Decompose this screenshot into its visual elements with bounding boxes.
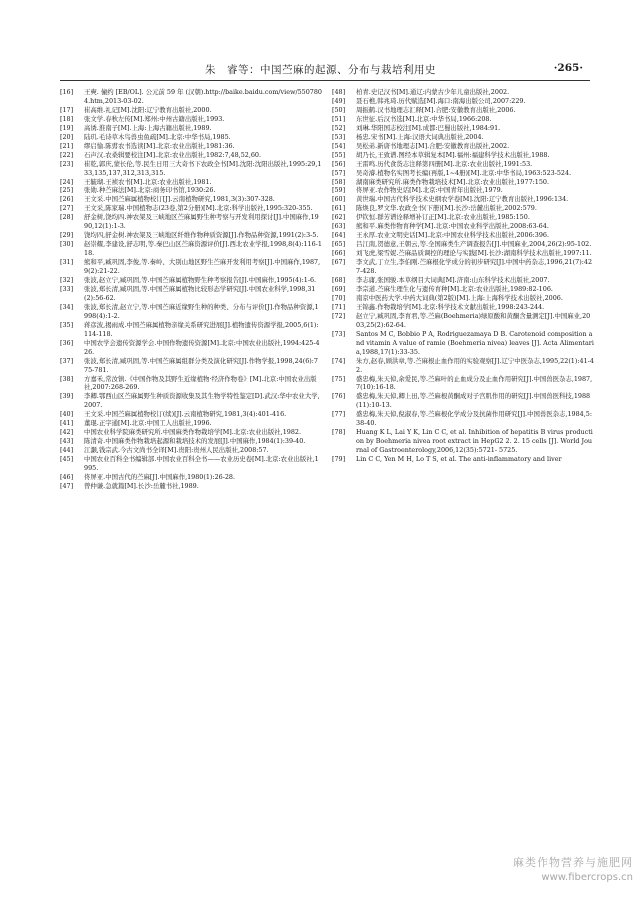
reference-number: [25] [60,186,74,195]
reference-text: 石声汉.农桑辑要校注[M].北京:农业出版社,1982:7,48,52,60. [84,150,262,159]
watermark-url: www.fibercrops.cn [541,872,633,883]
running-title: 朱 睿等：中国苎麻的起源、分布与栽培利用史 [205,64,436,76]
reference-number: [36] [60,338,74,347]
reference-item [60,410,322,419]
reference-item [60,231,322,240]
reference-number: [20] [60,132,74,141]
reference-text: 南京中医药大学.中药大词典(第2版)[M].上海:上海科学技术出版社,2006. [356,293,563,302]
reference-number: [38] [60,374,74,383]
reference-text: 周振鹤.汉书地理志汇释[M].合肥:安徽教育出版社,2006. [356,105,516,114]
reference-number: [53] [332,132,346,141]
reference-number: [47] [60,481,74,490]
reference-number: [17] [60,105,74,114]
reference-number: [34] [60,302,74,311]
reference-text: 陈清奇.中国麻类作物栽培起源和栽培技术的发展[J].中国麻作,1984(1):39-40. [84,437,306,446]
reference-number: [70] [332,293,346,302]
reference-item [332,294,594,303]
reference-item [332,330,594,357]
reference-number: [67] [332,258,346,267]
reference-text: 王永厚.农业文明史话[M].北京:中国农业科学技术出版社,2006:396. [356,231,550,240]
reference-text: 李文武,丁立生,李伯刚.苎麻根化学成分的初步研究[J].中国中药杂志,1996,21(7):427-428. [356,258,593,276]
reference-number: [24] [60,177,74,186]
reference-item [60,375,322,393]
reference-item [60,133,322,142]
reference-text: 王奭. 僮约 [EB/OL]. 公元前 59 年 (汉朝).http://baike.baidu.com/view/5507804.htm,2013-03-02. [84,88,323,105]
reference-text: 饶均四,舒金树.神农架及三峡地区纤维作物种质资源[J].作物品种资源,1991(2):3-5. [84,231,319,240]
reference-number: [72] [332,311,346,320]
reference-item [332,124,594,133]
reference-text: 刘琳.华阳国志校注[M].成都:巴蜀出版社,1984:91. [356,123,501,132]
reference-item [60,258,322,276]
reference-item [60,124,322,133]
reference-item [60,357,322,375]
reference-number: [42] [60,428,74,437]
reference-number: [46] [60,472,74,481]
reference-text: 陈焕良,罗文华.农政全书(下册)[M].长沙:岳麓出版社,2002:579. [356,204,537,213]
reference-text: 朱方,赵春,顾洪章,等.苎麻根止血作用的实验观察[J].辽宁中医杂志,1995,22(1):41-42. [356,356,594,374]
reference-text: 杨忠.宋书[M].上海:汉语大词典出版社,2004. [356,132,484,141]
reference-number: [48] [332,88,346,96]
reference-text: 王文采.中国苎麻属植物校订(续)[J].云南植物研究,1981,3(4):401-416. [84,410,287,419]
reference-text: 吕江南,贺德意,王朝云,等.全国麻类生产调查报告[J].中国麻业,2004,26(2):95-102. [356,240,592,249]
reference-text: 湖南麻类研究所.麻类作物栽培技术[M].北京:农业出版社,1977:150. [356,177,550,186]
reference-number: [64] [332,231,346,240]
reference-text: 熊和平.麻类作物育种学[M].北京:中国农业科学出版社,2008:63-64. [356,222,549,231]
reference-text: 陆玑.毛诗草木鸟兽虫鱼疏[M].北京:中华书局,1985. [84,132,231,141]
reference-item [332,357,594,375]
reference-text: 蒋彦波,揭雨成.中国苎麻属植物亲缘关系研究进展[J].植物遗传资源学报,2005,6(1):114-118. [84,320,319,338]
reference-number: [78] [332,428,346,437]
reference-item [60,303,322,321]
reference-list-right [332,88,594,464]
reference-text: 王雷鸣.历代食货志注释第四册[M].北京:农业出版社,1991:53. [356,159,533,168]
reference-text: 张勋.种苎麻法[M].北京:商务印书馆,1930:26. [84,186,216,195]
reference-item [60,392,322,410]
reference-text: 曾仲谦.急就篇[M].长沙:岳麓书社,1989. [84,481,199,490]
reference-item [60,106,322,115]
reference-item [332,213,594,222]
reference-text: 佟屏亚.中国古代的苎麻[J].中国麻作,1980(1):26-28. [84,472,236,481]
reference-number: [68] [332,276,346,285]
reference-item [60,276,322,285]
page-header [0,0,641,90]
reference-number: [66] [332,249,346,258]
reference-text: 胡乃长,王致谱.图经本草辑复本[M].福州:福建科学技术出版社,1988. [356,150,550,159]
reference-number: [63] [332,222,346,231]
reference-number: [54] [332,141,346,150]
reference-item [60,151,322,160]
reference-text: 高诱.淮南子[M].上海:上海古籍出版社,1989. [84,123,212,132]
reference-number: [28] [60,213,74,222]
reference-number: [32] [60,276,74,285]
reference-text: 方嘉禾,常汝镇.《中国作物及其野生近缘植物·经济作物卷》[M].北京:中国农业出版社,2007:268-269. [84,374,317,392]
reference-number: [73] [332,329,346,338]
reference-number: [16] [60,88,74,96]
reference-item [332,410,594,428]
reference-item [60,240,322,258]
reference-item [332,88,594,97]
watermark [498,854,633,883]
reference-number: [40] [60,410,74,419]
reference-number: [51] [332,114,346,123]
reference-text: 张波,郑长清,臧巩固,等.中国苎麻属组群分类及演化研究[J].作物学报,1998,24(6):775-781. [84,356,318,374]
reference-text: 张波,赵立宁,臧巩固,等.中国苎麻属植物野生种考察报告[J].中国麻作,1995(4):1-6. [84,276,317,285]
reference-number: [21] [60,141,74,150]
reference-item [60,455,322,473]
reference-number: [29] [60,231,74,240]
reference-number: [43] [60,437,74,446]
reference-number: [71] [332,302,346,311]
reference-text: 黄世瑞.中国古代科学技术史纲农学卷[M].沈阳:辽宁教育出版社,1996:134. [356,195,569,204]
reference-text: 盛忠梅,朱天倬,倪淑春,等.苎麻根化学成分及抗菌作用研究[J].中国兽医杂志,1984,5:38-40. [356,410,592,428]
reference-text: 东世征.后汉书选[M].北京:中华书局,1966:208. [356,114,492,123]
reference-text: 江灏,钱宗武.今古文尚书全译[M].贵阳:贵州人民出版社,2008:57. [84,446,269,455]
reference-text: 崔乾,郭庆,蒙长伦,等.民生日用三大奇书下农政全书[M].沈阳:沈阳出版社,1995:29,133,135,137,312,313,315. [84,159,322,177]
reference-text: 中国农业百科全书编辑部.中国农业百科全书——农业历史卷[M].北京:农业出版社,1995. [84,455,319,473]
reference-number: [45] [60,455,74,464]
reference-text: 张波,郑长清,臧巩固,等.中国苎麻属植物比较形态学研究[J].中国农业科学,1998,31(2):56-62. [84,284,316,302]
reference-item [332,276,594,285]
reference-number: [57] [332,168,346,177]
reference-item [60,428,322,437]
reference-text: 佟屏亚.农作物史话[M].北京:中国青年出版社,1979. [356,186,503,195]
reference-item [60,160,322,178]
reference-item [332,222,594,231]
reference-text: 张波,郑长清,赵立宁,等.中国苎麻近缘野生种的种类、分布与评价[J].作物品种资源,1998(4):1-2. [84,302,319,320]
reference-number: [31] [60,258,74,267]
reference-number: [58] [332,177,346,186]
header-rule [60,80,590,81]
reference-item [60,213,322,231]
reference-number: [65] [332,240,346,249]
reference-item [332,312,594,330]
reference-text: Huang K L, Lai Y K, Lin C C, et al. Inhibition of hepatitis B virus production by Boehmeria nivea root extract in HepG2 2. 2. 15 cells [J]. World Journal of Gastroenterology,2006,12(35):5721- 5725. [356,428,593,455]
reference-item [332,160,594,169]
reference-item [60,482,322,491]
reference-number: [56] [332,159,346,168]
reference-item [332,142,594,151]
reference-item [60,437,322,446]
reference-number: [79] [332,455,346,464]
reference-number: [18] [60,114,74,123]
reference-item [332,285,594,294]
reference-item [332,303,594,312]
reference-item [332,169,594,178]
reference-text: 李志庸,张国骏.本草纲目大词典[M].济南:山东科学技术出版社,2007. [356,276,550,285]
reference-number: [61] [332,204,346,213]
reference-item [332,151,594,160]
reference-text: 王毓瑚.王祯农书[M].北京:农业出版社,1981. [84,177,212,186]
reference-item [332,258,594,276]
reference-item [60,321,322,339]
reference-item [332,392,594,410]
reference-number: [41] [60,419,74,428]
reference-number: [33] [60,284,74,293]
reference-text: 赵立宁,臧巩固,李育君,等.苎麻(Boehmeria)绿原酸和黄酮含量测定[J].中国麻业,2003,25(2):62-64. [356,311,591,329]
reference-item [60,204,322,213]
reference-text: 柏青.史记汉书[M].通辽:内蒙古少年儿童出版社,2002. [356,88,510,96]
reference-text: 中国农业科学院麻类研究所.中国麻类作物栽培学[M].北京:农业出版社,1982. [84,428,302,437]
reference-text: 盛忠梅,朱天倬,卿上田,等.苎麻根黄酮成对子宫肌作用的研究[J].中国兽医科技,1988(11):10-13. [356,392,591,410]
reference-item [60,419,322,428]
reference-list-left [60,88,322,491]
reference-number: [23] [60,159,74,168]
reference-text: 舒金树,饶均四.神农架及三峡地区苎麻属野生种考察与开发利用探讨[J].中国麻作,1990,12(1):1-3. [84,213,319,231]
reference-text: 伊钦恒.群芳谱诠释增补订正[M].北京:农业出版社,1985:150. [356,213,530,222]
reference-number: [27] [60,204,74,213]
reference-item [332,375,594,393]
reference-text: 王锦鑫.作物栽培学[M].北京:科学技术文献出版社,1998:243-244. [356,302,545,311]
reference-item [332,115,594,124]
reference-item [60,115,322,124]
reference-text: 盛忠梅,朱天倬,余爱民,等.苎麻叶的止血成分及止血作用研究[J].中国兽医杂志,1987,7(10):16-18. [356,374,593,392]
reference-number: [59] [332,186,346,195]
reference-item [60,473,322,482]
reference-text: 吴奇濬.植物名实图考长编(再版,1~4册)[M].北京:中华书局,1963:523-524. [356,168,572,177]
reference-number: [76] [332,392,346,401]
reference-number: [44] [60,446,74,455]
reference-text: 中国农学会遗传资源学会.中国作物遗传资源[M].北京:中国农业出版社,1994:425-426. [84,338,320,356]
reference-number: [62] [332,213,346,222]
reference-item [332,133,594,142]
reference-item [60,88,322,106]
reference-text: Santos M C, Bobbio P A, Rodriguezamaya D B. Carotenoid composition and vitamin A value of ramie (Boehmeria nivea) leaves [J]. Acta Alimentaria,1988,17(1):33-35. [356,329,594,356]
reference-item [332,204,594,213]
reference-number: [69] [332,284,346,293]
reference-text: 熊和平,臧巩固,李俊,等.秦岭、大别山地区野生苎麻开发利用考察[J].中国麻作,1987,9(2):21-22. [84,258,321,276]
reference-item [60,142,322,151]
reference-text: 赵崇耀,李建设,舒志明,等.秦巴山区苎麻资源评价[J].西北农业学报,1998,8(4):116-118. [84,240,322,258]
reference-text: 缪启愉.陈旉农书选读[M].北京:农业出版社,1981:36. [84,141,235,150]
reference-number: [19] [60,123,74,132]
reference-number: [60] [332,195,346,204]
reference-text: 崔高维.礼记[M].沈阳:辽宁教育出版社,2000. [84,105,212,114]
reference-text: 张文学.春秋左传[M].郑州:中州古籍出版社,1993. [84,114,225,123]
reference-number: [39] [60,392,74,401]
reference-number: [22] [60,150,74,159]
reference-number: [26] [60,195,74,204]
reference-number: [74] [332,356,346,365]
reference-number: [35] [60,320,74,329]
reference-text: 李宗道.苎麻生理生化与遗传育种[M].北京:农业出版社,1989:82-106. [356,284,553,293]
reference-item [332,231,594,240]
reference-text: 刘飞虎,梁雪妮.苎麻品质调控的理论与实践[M].长沙:湖南科学技术出版社,1997:11. [356,249,592,258]
reference-text: 王文采,陈家瑞.中国植物志(23卷,第2分册)[M].北京:科学出版社,1995:320-355. [84,204,313,213]
reference-item [60,339,322,357]
reference-number: [37] [60,356,74,365]
reference-item [332,428,594,455]
reference-text: Lin C C, Yen M H, Lo T S, et al. The anti-inflammatory and liver [356,455,562,464]
reference-item [332,106,594,115]
reference-item [332,97,594,106]
reference-text: 李卿.鄂西山区苎麻属野生种质资源收集及其生物学特性鉴定[D].武汉:华中农业大学,2007. [84,392,320,410]
watermark-site-name: 麻类作物营养与施肥网 [513,856,633,869]
reference-number: [55] [332,150,346,159]
reference-number: [77] [332,410,346,419]
reference-number: [49] [332,96,346,105]
reference-item [60,285,322,303]
reference-text: 王文采.中国苎麻属植物校订[J].云南植物研究,1981,3(3):307-328. [84,195,275,204]
reference-text: 董琨.正字通[M].北京:中国工人出版社,1996. [84,419,212,428]
reference-text: 聂石樵,韩兆琦.历代赋选[M].海口:南海出版公司,2007:229. [356,96,526,105]
reference-number: [30] [60,240,74,249]
reference-item [332,240,594,249]
reference-item [332,455,594,464]
reference-text: 吴松弟.新唐书地理志[M].合肥:安徽教育出版社,2002. [356,141,510,150]
reference-number: [52] [332,123,346,132]
page-number: ·265· [553,62,583,74]
reference-item [332,249,594,258]
reference-number: [75] [332,374,346,383]
reference-item [60,446,322,455]
reference-number: [50] [332,105,346,114]
